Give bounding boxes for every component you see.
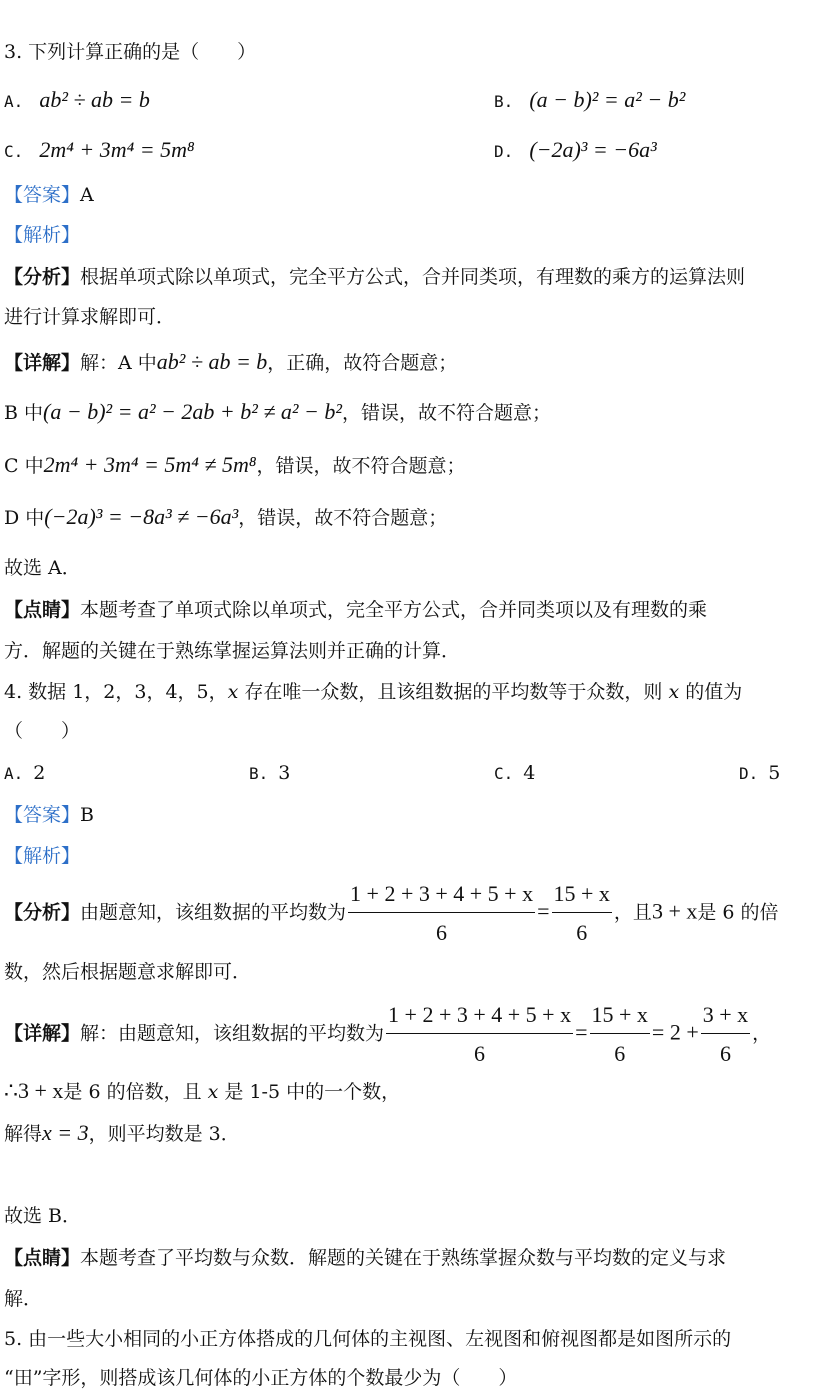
dianjing-tag: 【点睛】 [4, 599, 81, 621]
q3-stem: 3. 下列计算正确的是（ ） [4, 41, 257, 63]
option-value: 4 [523, 762, 536, 784]
option-value: 2 [33, 762, 46, 784]
q4-xiangjie [4, 1001, 771, 1068]
option-value: 3 [278, 762, 291, 784]
q4-option-a[interactable] [4, 757, 45, 790]
equals-two-plus: = 2 + [651, 1019, 699, 1045]
q3-answer [4, 181, 94, 209]
fenxi-text: 根据单项式除以单项式，完全平方公式，合并同类项，有理数的乘方的运算法则 [80, 266, 746, 288]
xiangjie-tag: 【详解】 [4, 1022, 81, 1045]
q4-option-b[interactable] [249, 757, 290, 790]
fraction-numerator: 3 + x [701, 1001, 750, 1034]
therefore-expression: 3 + x [18, 1078, 64, 1103]
stem-part: 的值为 [679, 681, 743, 703]
option-value: 5 [768, 762, 781, 784]
fraction-numerator: 15 + x [552, 880, 612, 913]
option-label: B. [494, 92, 514, 111]
equals: = [537, 898, 550, 924]
therefore-text: 是 1-5 中的一个数， [218, 1081, 401, 1103]
xiangjie-text: 解：由题意知，该组数据的平均数为 [80, 1022, 385, 1045]
xj-expression: (a − b)² = a² − 2ab + b² ≠ a² − b² [43, 399, 342, 424]
dianjing-text: 本题考查了单项式除以单项式，完全平方公式，合并同类项以及有理数的乘 [80, 599, 708, 621]
xiangjie-tail: ， [752, 1022, 772, 1045]
q4-stem [4, 678, 742, 706]
q4-stem-line2: （ ） [4, 720, 81, 742]
q4-fenxi [4, 880, 779, 947]
q3-xiangjie-b [4, 398, 551, 427]
option-expression: (−2a)³ = −6a³ [529, 137, 657, 162]
option-expression: 2m⁴ + 3m⁴ = 5m⁸ [39, 137, 195, 162]
equals: = [575, 1019, 588, 1045]
xj-prefix: D 中 [4, 507, 45, 529]
q5-stem-line2: “田”字形，则搭成该几何体的小正方体的个数最少为（ ） [4, 1367, 518, 1389]
option-label: D. [739, 764, 759, 783]
solve-expression: x = 3 [42, 1120, 89, 1145]
fenxi-tag: 【分析】 [4, 901, 81, 924]
xj-prefix: B 中 [4, 402, 44, 424]
option-label: D. [494, 142, 514, 161]
q3-option-a[interactable] [4, 84, 150, 118]
xj-expression: (−2a)³ = −8a³ ≠ −6a³ [44, 504, 239, 529]
option-expression: (a − b)² = a² − b² [529, 87, 686, 112]
xj-suffix: ，错误，故不符合题意； [341, 402, 551, 424]
xj-prefix: C 中 [4, 455, 44, 477]
xiangjie-tag: 【详解】 [4, 352, 81, 374]
stem-variable: x [668, 681, 680, 703]
fraction-denominator: 6 [474, 1041, 486, 1066]
q3-dianjing [4, 596, 707, 624]
therefore-text: 是 6 的倍数，且 [63, 1081, 208, 1103]
q4-dianjing-line2: 解． [4, 1288, 43, 1310]
q3-xiangjie-a [4, 348, 457, 377]
option-label: C. [494, 764, 514, 783]
option-expression: ab² ÷ ab = b [39, 87, 150, 112]
q5-stem: 5. 由一些大小相同的小正方体搭成的几何体的主视图、左视图和俯视图都是如图所示的 [4, 1328, 732, 1350]
fenxi-tail: ，且 [613, 901, 652, 924]
q4-answer [4, 801, 94, 829]
answer-value: B [80, 804, 94, 826]
dianjing-text: 本题考查了平均数与众数．解题的关键在于熟练掌握众数与平均数的定义与求 [80, 1247, 727, 1269]
q4-dianjing [4, 1244, 726, 1272]
q3-xiangjie-d [4, 503, 447, 532]
q3-xiangjie-c [4, 451, 466, 480]
fraction-numerator: 1 + 2 + 3 + 4 + 5 + x [348, 880, 535, 913]
option-label: A. [4, 764, 24, 783]
xj-expression: ab² ÷ ab = b [156, 349, 268, 374]
q3-choose: 故选 A． [4, 557, 81, 579]
dianjing-tag: 【点睛】 [4, 1247, 81, 1269]
q3-option-d[interactable] [494, 134, 657, 168]
fraction [348, 880, 535, 947]
answer-tag: 【答案】 [4, 804, 81, 826]
q3-option-b[interactable] [494, 84, 685, 118]
q3-dianjing-line2: 方．解题的关键在于熟练掌握运算法则并正确的计算． [4, 640, 461, 662]
solve-text: ，则平均数是 3． [88, 1123, 240, 1145]
stem-part: 存在唯一众数，且该组数据的平均数等于众数，则 [238, 681, 669, 703]
q4-option-c[interactable] [494, 757, 535, 790]
q4-fenxi-line2: 数，然后根据题意求解即可． [4, 961, 252, 983]
answer-tag: 【答案】 [4, 184, 81, 206]
q4-option-d[interactable] [739, 757, 780, 790]
stem-part: 4. 数据 1，2，3，4，5， [4, 681, 228, 703]
answer-value: A [80, 184, 94, 206]
q3-fenxi [4, 263, 745, 291]
stem-variable: x [227, 681, 239, 703]
q3-fenxi-line2: 进行计算求解即可． [4, 306, 176, 328]
fraction [701, 1001, 750, 1068]
q4-jiexi-tag: 【解析】 [4, 845, 81, 867]
q3-jiexi-tag: 【解析】 [4, 224, 81, 246]
solve-text: 解得 [4, 1123, 43, 1145]
fenxi-tail: 是 6 的倍 [697, 901, 779, 924]
fenxi-tag: 【分析】 [4, 266, 81, 288]
xj-suffix: ，错误，故不符合题意； [238, 507, 448, 529]
fraction [386, 1001, 573, 1068]
q4-solve [4, 1119, 240, 1148]
fraction-denominator: 6 [614, 1041, 626, 1066]
fraction-numerator: 15 + x [590, 1001, 650, 1034]
therefore-symbol: ∴ [4, 1078, 18, 1103]
fraction-denominator: 6 [719, 1041, 731, 1066]
fenxi-text: 由题意知，该组数据的平均数为 [80, 901, 347, 924]
fraction [552, 880, 612, 947]
q4-choose: 故选 B． [4, 1205, 82, 1227]
fraction-numerator: 1 + 2 + 3 + 4 + 5 + x [386, 1001, 573, 1034]
fraction [590, 1001, 650, 1068]
fenxi-tail-expression: 3 + x [651, 898, 698, 924]
option-label: A. [4, 92, 24, 111]
xj-suffix: ，错误，故不符合题意； [256, 455, 466, 477]
xj-expression: 2m⁴ + 3m⁴ = 5m⁴ ≠ 5m⁸ [43, 452, 257, 477]
xj-suffix: ，正确，故符合题意； [267, 352, 458, 374]
fraction-denominator: 6 [576, 920, 588, 945]
q4-therefore [4, 1077, 400, 1106]
option-label: C. [4, 142, 24, 161]
xj-prefix: 解：A 中 [80, 352, 157, 374]
option-label: B. [249, 764, 269, 783]
q3-option-c[interactable] [4, 134, 195, 168]
fraction-denominator: 6 [436, 920, 448, 945]
stem-variable: x [207, 1081, 219, 1103]
